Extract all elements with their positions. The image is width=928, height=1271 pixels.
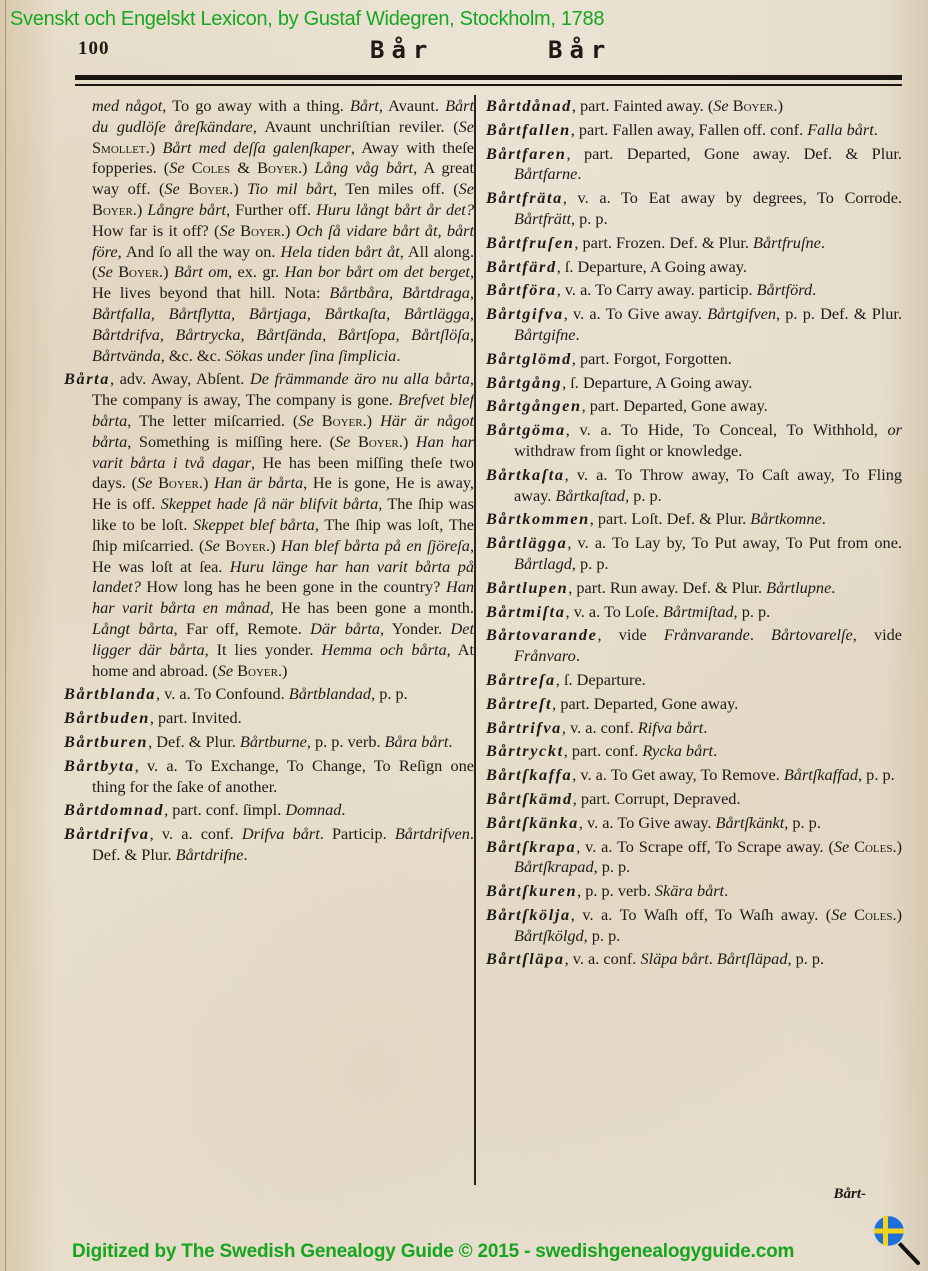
dictionary-entry	[64, 732, 474, 753]
entry-definition: , part. Departed, Gone away. Def. & Plur. Bårtfarne.	[514, 143, 902, 184]
dictionary-entry	[486, 813, 902, 834]
dictionary-entry	[64, 96, 474, 366]
entry-definition: , v. a. To Scrape off, To Scrape away. (Se Coles.) Bårtſkrapad, p. p.	[514, 836, 902, 877]
entry-definition: , ſ. Departure, A Going away.	[562, 372, 753, 392]
dictionary-entry	[486, 420, 902, 462]
entry-headword: Bårtgång	[486, 372, 563, 392]
entry-headword: Bårtmiſta	[486, 601, 566, 621]
dictionary-entry	[64, 684, 474, 705]
entry-definition: , part. Run away. Def. & Plur. Bårtlupne.	[568, 577, 836, 597]
dictionary-entry	[486, 718, 902, 739]
dictionary-entry	[486, 280, 902, 301]
dictionary-entry	[486, 396, 902, 417]
entry-definition: , part. Frozen. Def. & Plur. Bårtfruſne.	[574, 232, 825, 252]
entry-headword: Bårtreſt	[486, 693, 553, 713]
entry-definition: , v. a. To Eat away by degrees, To Corrode. Bårtfrätt, p. p.	[514, 188, 902, 228]
dictionary-entry	[486, 188, 902, 230]
dictionary-entry	[64, 756, 474, 798]
dictionary-entry	[486, 533, 902, 575]
entry-headword: Bårtſkämd	[486, 788, 573, 808]
dictionary-entry	[486, 625, 902, 667]
header-rule-thin	[75, 84, 902, 86]
entry-definition: , part. Loſt. Def. & Plur. Bårtkomne.	[589, 509, 826, 529]
dictionary-entry	[486, 765, 902, 786]
right-column	[486, 96, 902, 973]
entry-headword: Bårtreſa	[486, 669, 556, 689]
entry-definition: , v. a. To Give away. Bårtſkänkt, p. p.	[578, 812, 821, 832]
dictionary-entry	[486, 949, 902, 970]
dictionary-entry	[486, 905, 902, 947]
entry-definition: , part. Forgot, Forgotten.	[571, 348, 732, 368]
entry-headword: Bårtbyta	[64, 755, 135, 775]
entry-headword: Bårtryckt	[486, 741, 564, 761]
entry-headword: Bårtfärd	[486, 256, 557, 276]
entry-headword: Bårtblanda	[64, 684, 157, 704]
site-title-watermark: Svenskt och Engelskt Lexicon, by Gustaf Widegren, Stockholm, 1788	[10, 8, 605, 30]
entry-definition: , part. Fallen away, Fallen off. conf. Falla bårt.	[570, 119, 878, 139]
entry-headword: Bårtlägga	[486, 533, 568, 553]
left-column	[64, 96, 474, 869]
running-head-left: Bår	[370, 36, 435, 64]
dictionary-entry	[486, 509, 902, 530]
dictionary-entry	[486, 257, 902, 278]
entry-headword: Bårtſkölja	[486, 904, 571, 924]
entry-headword: Bårtſläpa	[486, 949, 565, 969]
entry-headword: Bårtfallen	[486, 119, 571, 139]
entry-definition: , v. a. To Throw away, To Caſt away, To Fling away. Bårtkaſtad, p. p.	[514, 464, 902, 505]
dictionary-entry	[64, 824, 474, 866]
entry-definition: , v. a. To Carry away. particip. Bårtförd.	[556, 280, 817, 300]
dictionary-entry	[486, 881, 902, 902]
entry-headword: Bårtovarande	[486, 625, 598, 645]
entry-headword: Bårtſkuren	[486, 881, 578, 901]
dictionary-entry	[486, 465, 902, 507]
entry-definition: , v. a. To Hide, To Conceal, To Withhold, or withdraw from ſight or knowledge.	[514, 420, 902, 460]
dictionary-entry	[486, 96, 902, 117]
page-edge	[5, 0, 6, 1271]
entry-headword: Bårtföra	[486, 280, 557, 300]
footer-watermark: Digitized by The Swedish Genealogy Guide © 2015 - swedishgenealogyguide.com	[72, 1241, 795, 1262]
entry-definition: , part. Fainted away. (Se Boyer.)	[571, 96, 783, 115]
entry-definition: , part. Departed, Gone away.	[552, 693, 739, 713]
magnifier-handle	[898, 1242, 918, 1263]
entry-definition: , ſ. Departure.	[555, 669, 646, 689]
entry-headword: Bårtfaren	[486, 143, 567, 163]
entry-definition: , part. Invited.	[149, 708, 242, 728]
dictionary-entry	[486, 837, 902, 879]
entry-headword: Bårtlupen	[486, 577, 569, 597]
dictionary-entry	[64, 369, 474, 681]
entry-headword: Bårtdånad	[486, 96, 572, 115]
entry-headword: Bårtrifva	[486, 717, 562, 737]
column-divider	[474, 95, 476, 1185]
entry-headword: Bårtdomnad	[64, 800, 165, 820]
entry-headword: Bårtkommen	[486, 509, 590, 529]
entry-definition: , v. a. To Give away. Bårtgifven, p. p. Def. & Plur. Bårtgifne.	[514, 304, 903, 344]
entry-definition: , part. Corrupt, Depraved.	[572, 788, 741, 808]
entry-headword: Bårtfräta	[486, 188, 563, 208]
entry-headword: Bårta	[64, 369, 111, 389]
entry-definition: , vide Frånvarande. Bårtovarelſe, vide Frånvaro.	[514, 625, 902, 666]
entry-definition: med något, To go away with a thing. Bårt, Avaunt. Bårt du gudlöſe åreſkändare, Avaunt unchriſtian reviler. (Se Smollet.) Bårt med deſſa galenſkaper, Away with theſe fopperies. (Se Coles & Boyer.) Lång våg bårt, A great way off. (Se Boyer.) Tio mil bårt, Ten miles off. (Se Boyer.) Långre bårt, Further off. Huru långt bårt år det? How far is it off? (Se Boyer.) Och ſå vidare bårt åt, bårt före, And ſo all the way on. Hela tiden bårt åt, All along. (Se Boyer.) Bårt om, ex. gr. Han bor bårt om det berget, He lives beyond that hill. Nota: Bårtbåra, Bårtdraga, Bårtfalla, Bårtflytta, Bårtjaga, Bårtkaſta, Bårtlägga, Bårtdrifva, Bårtrycka, Bårtſända, Bårtſopa, Bårtſlöſa, Bårtvända, &c. &c. Sökas under ſina ſimplicia.	[92, 96, 475, 365]
dictionary-entry	[486, 304, 902, 346]
dictionary-entry	[486, 144, 902, 186]
entry-definition: , v. a. conf. Rifva bårt.	[561, 717, 708, 737]
entry-definition: , v. a. To Loſe. Bårtmiſtad, p. p.	[565, 601, 771, 621]
dictionary-entry	[64, 800, 474, 821]
entry-headword: Bårtſkaffa	[486, 765, 573, 785]
entry-headword: Bårtburen	[64, 731, 149, 751]
entry-definition: , p. p. verb. Skära bårt.	[577, 881, 729, 901]
dictionary-entry	[486, 578, 902, 599]
entry-headword: Bårtglömd	[486, 348, 572, 368]
entry-definition: , adv. Away, Abſent. De främmande äro nu alla bårta, The company is away, The company is gone. Brefvet blef bårta, The letter miſcarried. (Se Boyer.) Här är något bårta, Something is miſſing here. (Se Boyer.) Han har varit bårta i två dagar, He has been miſſing theſe two days. (Se Boyer.) Han är bårta, He is gone, He is away, He is off. Skeppet hade ſå när blifvit bårta, The ſhip was like to be loſt. Skeppet blef bårta, The ſhip was loſt, The ſhip miſcarried. (Se Boyer.) Han blef bårta på en ſjöreſa, He was loſt at ſea. Huru länge har han varit bårta på landet? How long has he been gone in the country? Han har varit bårta en månad, He has been gone a month. Långt bårta, Far off, Remote. Där bårta, Yonder. Det ligger där bårta, It lies yonder. Hemma och bårta, At home and abroad. (Se Boyer.)	[92, 369, 475, 680]
dictionary-entry	[486, 233, 902, 254]
entry-headword: Bårtſkrapa	[486, 836, 577, 856]
entry-headword: Bårtgången	[486, 396, 582, 416]
entry-definition: , v. a. conf. Släpa bårt. Bårtſläpad, p. p.	[564, 949, 825, 969]
dictionary-entry	[486, 694, 902, 715]
entry-definition: , v. a. To Lay by, To Put away, To Put from one. Bårtlagd, p. p.	[514, 533, 902, 573]
entry-headword: Bårtgifva	[486, 304, 564, 324]
dictionary-entry	[486, 373, 902, 394]
entry-headword: Bårtgöma	[486, 420, 566, 440]
entry-headword: Bårtfruſen	[486, 232, 575, 252]
flag-cross-horizontal	[874, 1229, 904, 1234]
entry-definition: , part. conf. ſimpl. Domnad.	[164, 800, 346, 820]
entry-definition: , ſ. Departure, A Going away.	[556, 256, 747, 276]
dictionary-entry	[486, 602, 902, 623]
header-rule-thick	[75, 75, 902, 80]
entry-headword: Bårtdrifva	[64, 824, 150, 844]
entry-definition: , part. Departed, Gone away.	[581, 396, 768, 416]
entry-definition: , v. a. To Get away, To Remove. Bårtſkaffad, p. p.	[572, 765, 895, 785]
running-head-right: Bår	[548, 36, 613, 64]
entry-definition: , part. conf. Rycka bårt.	[563, 741, 718, 761]
dictionary-entry	[486, 789, 902, 810]
dictionary-entry	[64, 708, 474, 729]
entry-definition: , v. a. To Waſh off, To Waſh away. (Se Coles.) Bårtſkölgd, p. p.	[514, 904, 902, 945]
entry-definition: , v. a. To Confound. Bårtblandad, p. p.	[156, 684, 408, 704]
dictionary-entry	[486, 670, 902, 691]
dictionary-entry	[486, 120, 902, 141]
entry-definition: , Def. & Plur. Bårtburne, p. p. verb. Båra bårt.	[148, 731, 453, 751]
dictionary-entry	[486, 349, 902, 370]
entry-definition: , v. a. To Exchange, To Change, To Reſign one thing for the ſake of another.	[92, 755, 474, 796]
page-number: 100	[78, 38, 110, 59]
entry-headword: Bårtkaſta	[486, 464, 565, 484]
entry-definition: , v. a. conf. Drifva bårt. Particip. Bårtdrifven. Def. & Plur. Bårtdrifne.	[92, 824, 474, 864]
dictionary-entry	[486, 741, 902, 762]
catchword: Bårt-	[833, 1186, 866, 1202]
entry-headword: Bårtſkänka	[486, 812, 579, 832]
swedish-flag-magnifier-icon[interactable]	[872, 1214, 922, 1266]
entry-headword: Bårtbuden	[64, 708, 150, 728]
